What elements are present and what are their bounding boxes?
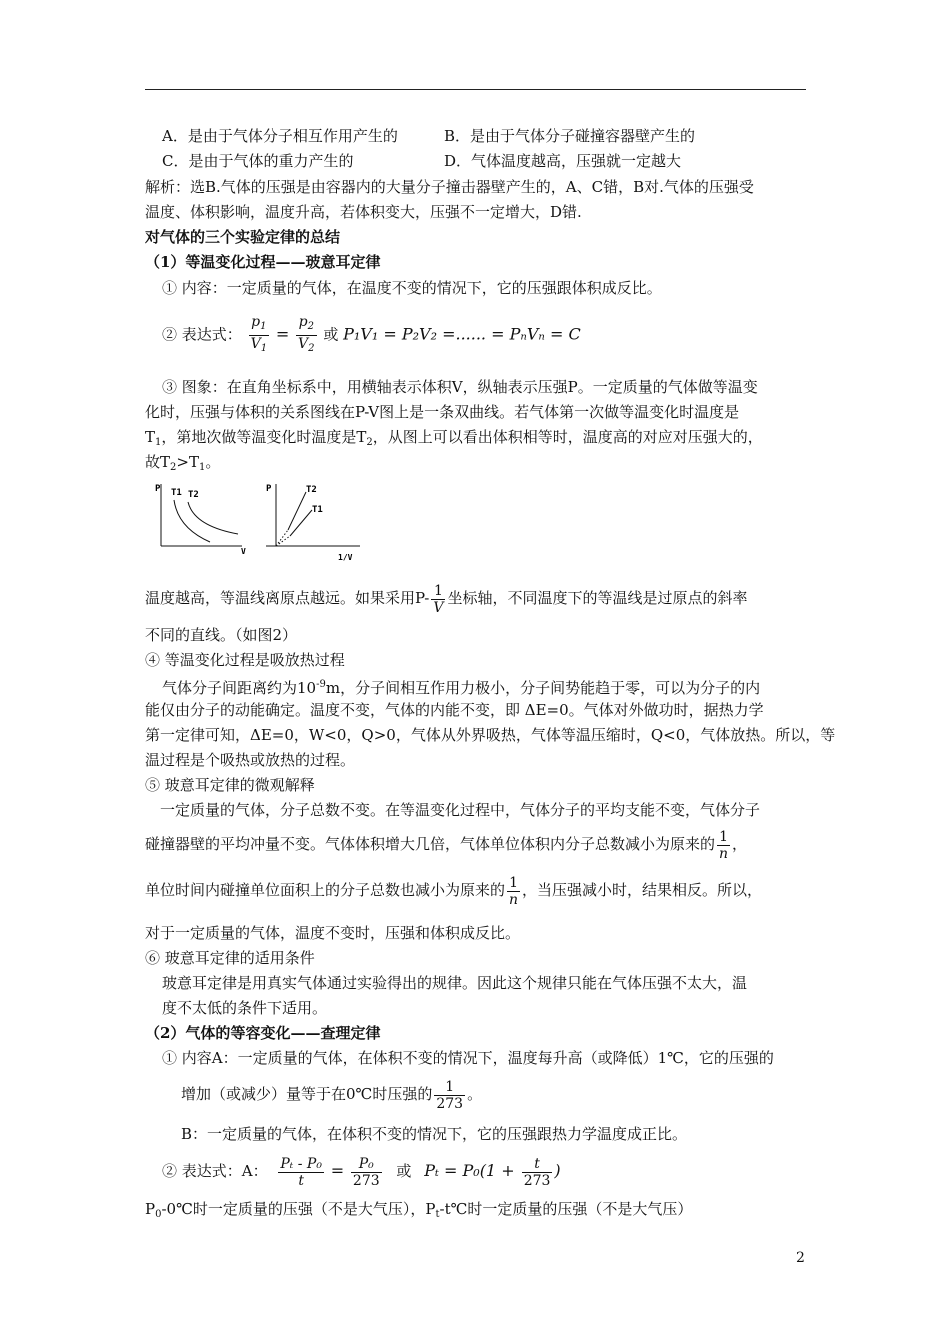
charles-expression: ② 表达式：A： $\frac{\text{Pₜ - P₀}}{t}$ = $\frac{\text{P₀}}{273}$ 或 Pₜ = P₀(1 + $\frac{t}{273}$ ) <box>162 1155 561 1189</box>
analysis-line-1: 解析：选B.气体的压强是由容器内的大量分子撞击器壁产生的，A、C错，B对.气体的压强受 <box>145 178 754 196</box>
fig1-label-t1: T1 <box>171 488 182 498</box>
fig2-axis-p: P <box>266 484 272 494</box>
option-c: C．是由于气体的重力产生的 <box>162 152 354 170</box>
fraction-pt-minus-p0-over-t: $\frac{\text{Pₜ - P₀}}{t}$ <box>280 1155 322 1189</box>
option-b: B．是由于气体分子碰撞容器壁产生的 <box>444 127 696 145</box>
p5-line-1: 一定质量的气体，分子总数不变。在等温变化过程中，气体分子的平均支能不变，气体分子 <box>160 801 761 819</box>
expression-chain: P₁V₁ = P₂V₂ =...... = PₙVₙ = C <box>343 324 581 344</box>
fig2-dash-t1 <box>276 536 290 546</box>
boyle-content: ① 内容：一定质量的气体，在温度不变的情况下，它的压强跟体积成反比。 <box>162 279 662 297</box>
fraction-t-over-273: $\frac{t}{273}$ <box>523 1155 551 1189</box>
p4-line-3: 第一定律可知，ΔE=0，W<0，Q>0，气体从外界吸热，气体等温压缩时，Q<0，气体放热。所以，等 <box>145 726 836 744</box>
fraction-one-over-273: $\frac{1}{273}$ <box>436 1078 464 1112</box>
fig1-label-t2: T2 <box>188 490 199 500</box>
section-heading-summary: 对气体的三个实验定律的总结 <box>145 228 341 246</box>
fig2-axis-invv: 1/V <box>338 553 353 562</box>
p6-line-1: 玻意耳定律是用真实气体通过实验得出的规律。因此这个规律只能在气体压强不太大，温 <box>162 974 748 992</box>
fraction-one-over-v: $\frac{1}{V}$ <box>433 582 444 616</box>
expression-label: ② 表达式： <box>162 325 242 344</box>
p6-line-2: 度不太低的条件下适用。 <box>162 999 328 1017</box>
boyle-expression: ② 表达式： $\frac{p_1}{V_1}$ = $\frac{p_2}{V_2}$ 或 P₁V₁ = P₂V₂ =...... = PₙVₙ = C <box>162 314 581 358</box>
p5-line-3: 单位时间内碰撞单位面积上的分子总数也减小为原来的 $\frac{1}{n}$ ，当压强减小时，结果相反。所以， <box>145 874 763 908</box>
isotherm-line-2: 不同的直线。（如图2） <box>145 626 298 644</box>
p5-line-4: 对于一定质量的气体，温度不变时，压强和体积成反比。 <box>145 924 521 942</box>
section-heading-boyle: （1）等温变化过程——玻意耳定律 <box>145 253 381 271</box>
fraction-p2-v2: $\frac{p_2}{V_2}$ <box>298 314 315 354</box>
graph-line-2: 化时，压强与体积的关系图线在P-V图上是一条双曲线。若气体第一次做等温变化时温度是 <box>145 403 740 421</box>
fraction-p1-v1: $\frac{p_1}{V_1}$ <box>250 314 268 354</box>
p4-line-2: 能仅由分子的动能确定。温度不变，气体的内能不变，即 ΔE=0。气体对外做功时，据热力学 <box>145 701 764 719</box>
fig2-label-t2: T2 <box>306 485 317 495</box>
fraction-one-over-n-1: $\frac{1}{n}$ <box>719 828 729 862</box>
fraction-one-over-n-2: $\frac{1}{n}$ <box>509 874 519 908</box>
fig1-curve-t1 <box>174 500 210 542</box>
fraction-p0-over-273: $\frac{\text{P₀}}{273}$ <box>352 1155 380 1189</box>
charles-definitions: $P_0-0℃$时一定质量的压强（不是大气压），$P_t-t℃$时一定质量的压强（不是大气压） <box>145 1200 693 1220</box>
p5-title: ⑤ 玻意耳定律的微观解释 <box>145 776 315 794</box>
p5-line-2: 碰撞器壁的平均冲量不变。气体体积增大几倍，气体单位体积内分子总数减小为原来的 $\frac{1}{n}$ ， <box>145 828 748 862</box>
charles-content-b: B：一定质量的气体，在体积不变的情况下，它的压强跟热力学温度成正比。 <box>181 1125 688 1143</box>
fig2-line-t2 <box>288 492 306 530</box>
charles-content-a1: ① 内容A：一定质量的气体，在体积不变的情况下，温度每升高（或降低）1℃，它的压强的 <box>162 1049 774 1067</box>
section-heading-charles: （2）气体的等容变化——查理定律 <box>145 1024 381 1042</box>
charles-content-a2: 增加（或减少）量等于在0℃时压强的 $\frac{1}{273}$ 。 <box>181 1078 483 1112</box>
graph-line-3: $T_1$，第地次做等温变化时温度是$T_2$，从图上可以看出体积相等时，温度高的对应对压强大的， <box>145 428 763 448</box>
option-d: D．气体温度越高，压强就一定越大 <box>444 152 682 170</box>
header-rule <box>145 89 806 90</box>
figure-pv-isotherms <box>150 478 260 566</box>
fig1-axis-p: P <box>155 484 161 494</box>
graph-line-1: ③ 图象：在直角坐标系中，用横轴表示体积V，纵轴表示压强P。一定质量的气体做等温变 <box>162 378 758 396</box>
expression-or: 或 <box>323 325 339 344</box>
page-number: 2 <box>796 1250 805 1266</box>
fig2-label-t1: T1 <box>312 505 323 515</box>
fig1-axis-v: V <box>241 547 246 556</box>
figure-p-inverse-v <box>262 478 362 566</box>
analysis-line-2: 温度、体积影响，温度升高，若体积变大，压强不一定增大，D错. <box>145 203 582 221</box>
fig2-dash-t2 <box>276 530 288 546</box>
p4-line-1: 气体分子间距离约为$10^{-9}m$，分子间相互作用力极小，分子间势能趋于零，可以为分子的内 <box>162 679 761 697</box>
p4-title: ④ 等温变化过程是吸放热过程 <box>145 651 345 669</box>
graph-line-4: 故$T_2>T_1$。 <box>145 453 221 473</box>
option-a: A．是由于气体分子相互作用产生的 <box>162 127 398 145</box>
p6-title: ⑥ 玻意耳定律的适用条件 <box>145 949 315 967</box>
p4-line-4: 温过程是个吸热或放热的过程。 <box>145 751 356 769</box>
isotherm-line-1: 温度越高，等温线离原点越远。如果采用P- $\frac{1}{V}$ 坐标轴，不同温度下的等温线是过原点的斜率 <box>145 582 748 616</box>
fig2-line-t1 <box>290 510 312 536</box>
fig1-curve-t2 <box>188 502 238 534</box>
charles-expression-b: Pₜ = P₀(1 + <box>424 1161 520 1180</box>
